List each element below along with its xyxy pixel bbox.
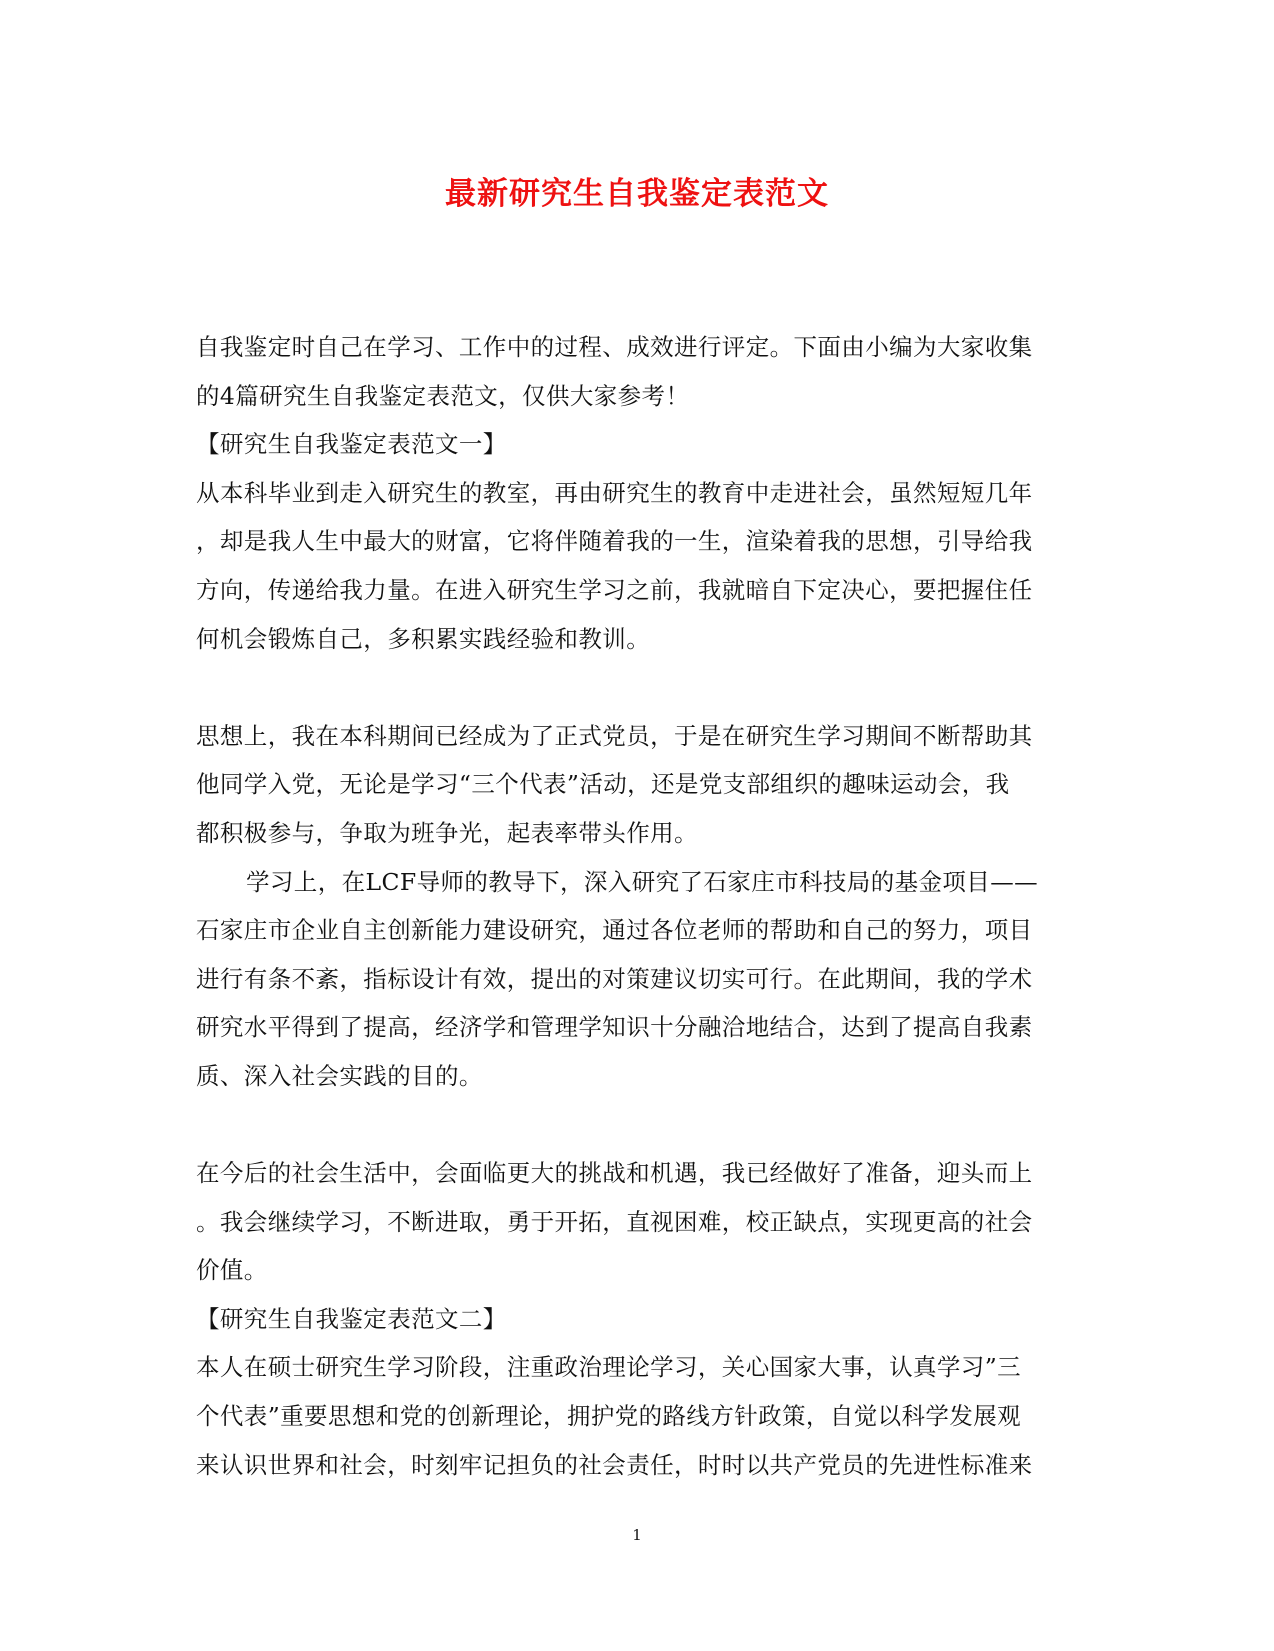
document-body [196, 323, 1076, 1489]
body-line: 质、深入社会实践的目的。 [196, 1061, 483, 1090]
body-line: 何机会锻炼自己，多积累实践经验和教训。 [196, 624, 651, 653]
body-line: 方向，传递给我力量。在进入研究生学习之前，我就暗自下定决心，要把握住任 [196, 575, 1033, 604]
body-line: 从本科毕业到走入研究生的教室，再由研究生的教育中走进社会，虽然短短几年 [196, 478, 1033, 507]
body-line: 自我鉴定时自己在学习、工作中的过程、成效进行评定。下面由小编为大家收集 [196, 333, 1033, 361]
body-line: 他同学入党，无论是学习“三个代表”活动，还是党支部组织的趣味运动会，我 [196, 770, 1010, 799]
body-line: 价值。 [196, 1256, 268, 1285]
section-heading-1: 【研究生自我鉴定表范文一】 [196, 430, 507, 459]
body-line: 在今后的社会生活中，会面临更大的挑战和机遇，我已经做好了准备，迎头而上 [196, 1159, 1033, 1188]
body-line: 研究水平得到了提高，经济学和管理学知识十分融洽地结合，达到了提高自我素 [196, 1013, 1033, 1042]
body-line: 思想上，我在本科期间已经成为了正式党员，于是在研究生学习期间不断帮助其 [196, 721, 1033, 750]
body-line: 的4篇研究生自我鉴定表范文，仅供大家参考！ [196, 381, 690, 410]
paragraph-gap [196, 663, 1076, 712]
body-line: 都积极参与，争取为班争光，起表率带头作用。 [196, 818, 698, 847]
body-line: 个代表”重要思想和党的创新理论，拥护党的路线方针政策，自觉以科学发展观 [196, 1402, 1022, 1431]
body-line-indented: 学习上，在LCF导师的教导下，深入研究了石家庄市科技局的基金项目—— [246, 867, 1038, 896]
page-number: 1 [632, 1526, 642, 1544]
body-line: ，却是我人生中最大的财富，它将伴随着我的一生，渲染着我的思想，引导给我 [196, 527, 1033, 556]
body-line: 。我会继续学习，不断进取，勇于开拓，直视困难，校正缺点，实现更高的社会 [196, 1207, 1033, 1236]
body-line: 石家庄市企业自主创新能力建设研究，通过各位老师的帮助和自己的努力，项目 [196, 916, 1033, 945]
body-line: 来认识世界和社会，时刻牢记担负的社会责任，时时以共产党员的先进性标准来 [196, 1450, 1033, 1479]
body-line: 本人在硕士研究生学习阶段，注重政治理论学习，关心国家大事，认真学习”三 [196, 1353, 1022, 1382]
body-line: 进行有条不紊，指标设计有效，提出的对策建议切实可行。在此期间，我的学术 [196, 964, 1033, 993]
section-heading-2: 【研究生自我鉴定表范文二】 [196, 1304, 507, 1333]
paragraph-gap [196, 1101, 1076, 1150]
document-title: 最新研究生自我鉴定表范文 [445, 176, 829, 212]
